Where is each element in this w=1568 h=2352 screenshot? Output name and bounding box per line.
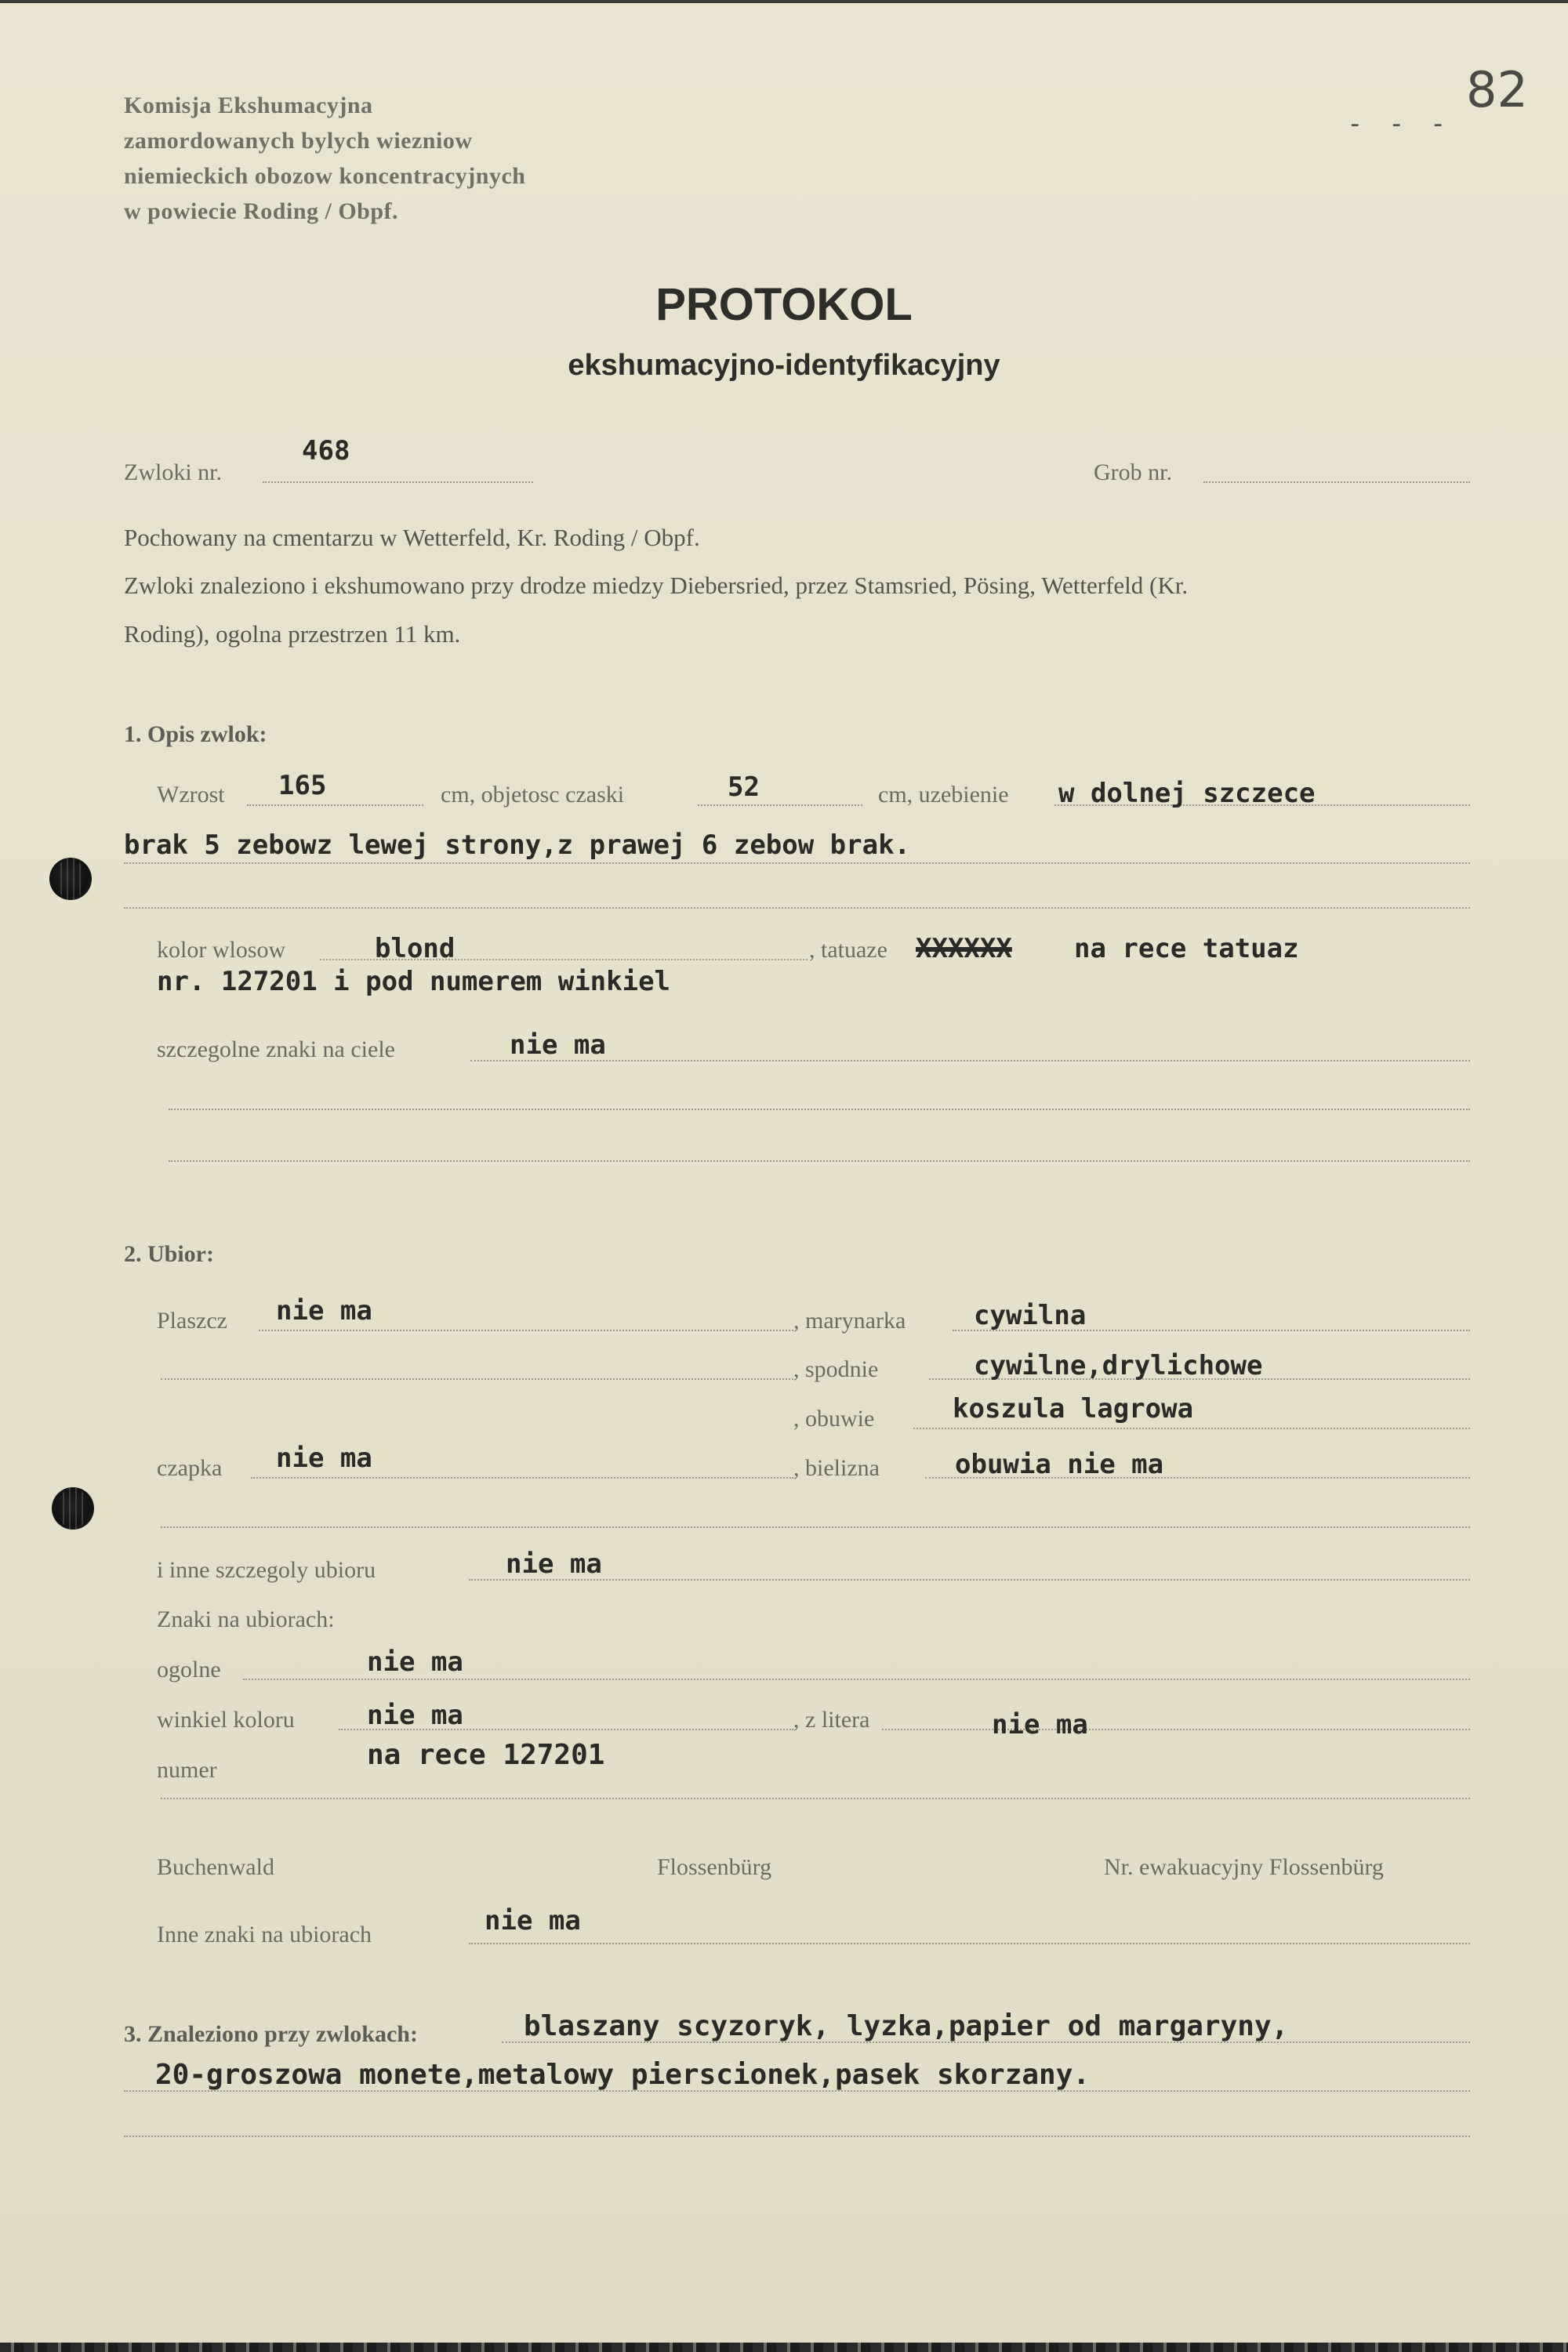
- page-number: 82: [1466, 61, 1528, 118]
- tattoo-label: , tatuaze: [809, 937, 887, 963]
- underwear-value: obuwia nie ma: [955, 1449, 1164, 1480]
- tattoo-value-continued: nr. 127201 i pod numerem winkiel: [157, 966, 671, 997]
- height-line: [247, 804, 423, 806]
- other-clothing-line: [469, 1579, 1470, 1581]
- burial-place-text: Pochowany na cmentarzu w Wetterfeld, Kr. Roding / Obpf.: [124, 524, 700, 551]
- other-clothing-marks-line: [469, 1943, 1470, 1944]
- header-line-4: w powiecie Roding / Obpf.: [124, 198, 399, 224]
- shoes-line: [913, 1428, 1470, 1429]
- scan-top-edge: [0, 0, 1568, 3]
- found-items-value-2: 20-groszowa monete,metalowy pierscionek,pasek skorzany.: [155, 2059, 1091, 2091]
- found-location-line-1: Zwloki znaleziono i ekshumowano przy drodze miedzy Diebersried, przez Stamsried, Pösing, Wetterfeld (Kr.: [124, 572, 1189, 599]
- blank-line-4: [161, 1526, 1470, 1528]
- coat-line: [259, 1330, 793, 1331]
- winkel-color-value: nie ma: [367, 1700, 463, 1731]
- evacuation-number-label: Nr. ewakuacyjny Flossenbürg: [1104, 1854, 1384, 1880]
- document-subtitle: ekshumacyjno-identyfikacyjny: [568, 349, 1000, 382]
- trousers-label: , spodnie: [793, 1356, 879, 1382]
- found-location-line-2: Roding), ogolna przestrzen 11 km.: [124, 620, 461, 648]
- letter-value: nie ma: [992, 1709, 1088, 1740]
- height-value: 165: [278, 770, 327, 801]
- body-marks-value: nie ma: [510, 1029, 606, 1061]
- skull-label: cm, objetosc czaski: [441, 782, 625, 808]
- hair-color-value: blond: [375, 933, 456, 964]
- body-number-line: [263, 481, 533, 483]
- header-line-2: zamordowanych bylych wiezniow: [124, 128, 473, 154]
- clothing-marks-label: Znaki na ubiorach:: [157, 1606, 335, 1632]
- document-title: PROTOKOL: [655, 279, 913, 330]
- body-number-value: 468: [302, 435, 350, 466]
- teeth-line-2: [124, 862, 1470, 864]
- height-label: Wzrost: [157, 782, 225, 808]
- grave-number-label: Grob nr.: [1094, 459, 1172, 485]
- punch-hole-bottom: [52, 1487, 94, 1530]
- number-line: [161, 1798, 1470, 1799]
- punch-hole-top: [49, 858, 92, 900]
- number-value: na rece 127201: [367, 1739, 605, 1771]
- cap-label: czapka: [157, 1455, 223, 1481]
- other-clothing-marks-label: Inne znaki na ubiorach: [157, 1922, 372, 1947]
- hair-color-label: kolor wlosow: [157, 937, 286, 963]
- other-clothing-marks-value: nie ma: [485, 1905, 581, 1936]
- body-marks-line: [470, 1060, 1470, 1062]
- found-items-line-2: [124, 2090, 1470, 2092]
- section-2-heading: 2. Ubior:: [124, 1241, 214, 1267]
- header-line-1: Komisja Ekshumacyjna: [124, 93, 373, 118]
- other-clothing-label: i inne szczegoly ubioru: [157, 1557, 376, 1583]
- general-marks-line: [243, 1679, 1470, 1680]
- grave-number-line: [1203, 481, 1470, 483]
- tattoo-value: na rece tatuaz: [1074, 933, 1299, 964]
- body-marks-label: szczegolne znaki na ciele: [157, 1036, 395, 1062]
- blank-line-2: [169, 1109, 1470, 1110]
- winkel-color-label: winkiel koloru: [157, 1707, 295, 1733]
- body-number-label: Zwloki nr.: [124, 459, 222, 485]
- tattoo-struck-text: XXXXXX: [916, 933, 1012, 964]
- cap-line: [251, 1477, 793, 1479]
- header-line-3: niemieckich obozow koncentracyjnych: [124, 163, 526, 189]
- trousers-value: cywilne,drylichowe: [974, 1350, 1263, 1381]
- other-clothing-value: nie ma: [506, 1548, 602, 1580]
- shoes-label: , obuwie: [793, 1406, 875, 1432]
- section-3-label: 3. Znaleziono przy zwlokach:: [124, 2021, 418, 2047]
- underwear-label: , bielizna: [793, 1455, 880, 1481]
- teeth-value-continued: brak 5 zebowz lewej strony,z prawej 6 zebow brak.: [124, 829, 911, 861]
- camp-buchenwald-label: Buchenwald: [157, 1854, 274, 1880]
- teeth-label: cm, uzebienie: [878, 782, 1009, 808]
- skull-value: 52: [728, 771, 760, 803]
- blank-line-3: [169, 1160, 1470, 1162]
- coat-label: Plaszcz: [157, 1308, 227, 1334]
- teeth-value: w dolnej szczece: [1058, 778, 1316, 809]
- number-label: numer: [157, 1757, 217, 1783]
- skull-line: [698, 804, 862, 806]
- scan-bottom-edge: [0, 2343, 1568, 2352]
- jacket-value: cywilna: [974, 1300, 1087, 1331]
- coat-extra-line: [161, 1378, 793, 1380]
- cap-value: nie ma: [276, 1443, 372, 1474]
- general-marks-value: nie ma: [367, 1646, 463, 1678]
- camp-flossenburg-label: Flossenbürg: [657, 1854, 772, 1880]
- letter-line: [882, 1729, 1470, 1730]
- blank-line-1: [124, 907, 1470, 909]
- jacket-label: , marynarka: [793, 1308, 906, 1334]
- letter-label: , z litera: [793, 1707, 870, 1733]
- shoes-value: koszula lagrowa: [953, 1393, 1194, 1425]
- found-items-value-1: blaszany scyzoryk, lyzka,papier od margaryny,: [524, 2010, 1289, 2042]
- section-1-heading: 1. Opis zwlok:: [124, 721, 267, 747]
- found-items-line-3: [124, 2136, 1470, 2137]
- header-dashes: - - -: [1347, 108, 1451, 140]
- coat-value: nie ma: [276, 1295, 372, 1327]
- general-marks-label: ogolne: [157, 1657, 221, 1682]
